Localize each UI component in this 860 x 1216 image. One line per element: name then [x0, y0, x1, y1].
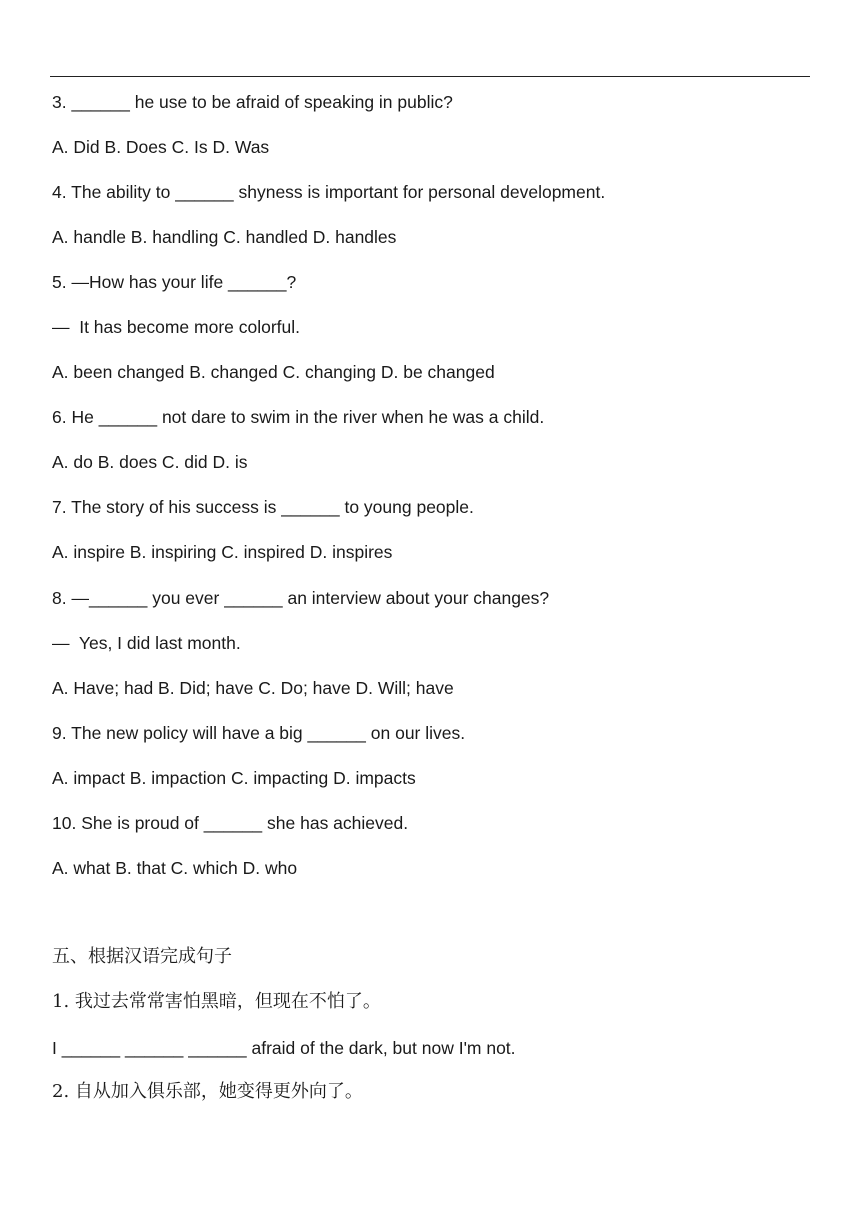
question-9: 9. The new policy will have a big ______ on our lives.: [52, 723, 466, 743]
question-10: 10. She is proud of ______ she has achieved.: [52, 813, 409, 833]
question-8-reply: — Yes, I did last month.: [52, 633, 241, 653]
translation-item-1-blank: I ______ ______ ______ afraid of the dark, but now I'm not.: [52, 1038, 516, 1058]
question-4: 4. The ability to ______ shyness is important for personal development.: [52, 182, 606, 202]
translation-item-1: 1. 我过去常常害怕黑暗，但现在不怕了。: [52, 991, 381, 1012]
question-6: 6. He ______ not dare to swim in the river when he was a child.: [52, 407, 545, 427]
question-3: 3. ______ he use to be afraid of speaking in public?: [52, 92, 453, 112]
question-6-options: A. do B. does C. did D. is: [52, 452, 248, 472]
question-8-options: A. Have; had B. Did; have C. Do; have D. Will; have: [52, 678, 454, 698]
section-heading: 五、根据汉语完成句子: [52, 946, 232, 967]
header-rule: [50, 76, 810, 77]
question-8: 8. —______ you ever ______ an interview about your changes?: [52, 588, 550, 608]
question-7: 7. The story of his success is ______ to young people.: [52, 497, 474, 517]
question-5-options: A. been changed B. changed C. changing D. be changed: [52, 362, 495, 382]
question-5-reply: — It has become more colorful.: [52, 317, 301, 337]
question-3-options: A. Did B. Does C. Is D. Was: [52, 137, 270, 157]
translation-item-2: 2. 自从加入俱乐部，她变得更外向了。: [52, 1081, 363, 1102]
question-7-options: A. inspire B. inspiring C. inspired D. inspires: [52, 542, 393, 562]
question-4-options: A. handle B. handling C. handled D. handles: [52, 227, 397, 247]
question-10-options: A. what B. that C. which D. who: [52, 858, 298, 878]
question-5: 5. —How has your life ______?: [52, 272, 297, 292]
question-9-options: A. impact B. impaction C. impacting D. impacts: [52, 768, 416, 788]
